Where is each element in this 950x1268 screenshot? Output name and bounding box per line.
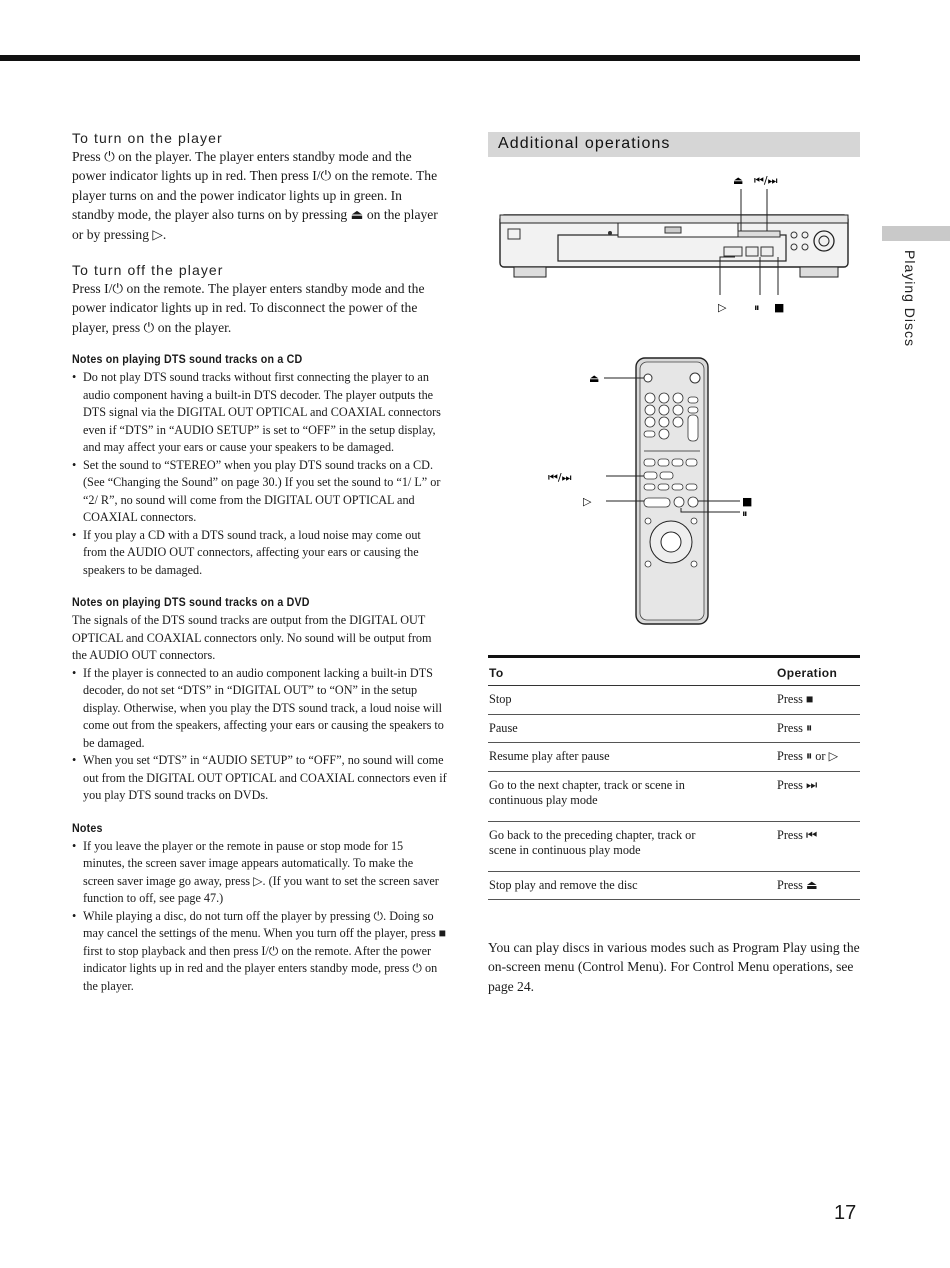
turn-off-heading: To turn off the player [72,262,224,279]
remote-play-label: ▷ [583,495,592,508]
play-label: ▷ [718,301,727,314]
list-item: • Set the sound to “STEREO” when you play DTS sound tracks on a CD. (See “Changing the Sound” on page 30.) If you set the sound to “1/ L” or “2/ R”, no sound will come from the DIGITAL OUT OPTICAL and COAXIAL connectors. [72,457,447,527]
table-cell: Press ⏭ [776,771,860,821]
notes-list [72,838,447,996]
table-cell: Pause [488,714,776,743]
list-item: • When you set “DTS” in “AUDIO SETUP” to “OFF”, no sound will come out from the DIGITAL OUT OPTICAL and COAXIAL connectors even if you play DTS sound tracks on DVDs. [72,752,447,805]
table-row [488,821,860,871]
table-header-row [488,657,860,686]
remote-pause-label: ⏸ [742,507,748,520]
column-header-operation: Operation [776,657,860,686]
section-title: Additional operations [498,135,671,152]
remote-stop-label: ■ [742,495,753,508]
cd-notes-list [72,369,447,579]
remote-eject-label: ⏏ [589,372,600,385]
table-cell: Stop play and remove the disc [488,871,776,900]
table-cell: Go to the next chapter, track or scene in continuous play mode [488,771,776,821]
top-rule [0,55,860,61]
dvd-notes-heading: Notes on playing DTS sound tracks on a DVD [72,596,310,610]
table-cell: Resume play after pause [488,743,776,772]
notes-heading: Notes [72,821,103,835]
list-item: • Do not play DTS sound tracks without first connecting the player to an audio component having a built-in DTS decoder. The player outputs the DTS signal via the DIGITAL OUT OPTICAL and COAXIAL connectors even if “DTS” in “AUDIO SETUP” is set to “OFF” in the setup display, and may affect your ears or cause your speakers to be damaged. [72,369,447,457]
list-item: • While playing a disc, do not turn off the player by pressing ⏻. Doing so may cancel the settings of the menu. When you turn off the player, press ■ first to stop playback and then press I/⏻ on the remote. After the power indicator lights up in red and the player enters standby mode, press ⏻ on the player. [72,908,447,996]
player-remote-illustration [488,165,860,630]
table-row [488,714,860,743]
table-cell: Press ■ [776,686,860,715]
column-header-to: To [488,657,776,686]
skip-label: ⏮/⏭ [754,174,778,187]
remote-drawing [636,358,708,624]
turn-on-heading: To turn on the player [72,130,223,146]
table-cell: Press ⏸ [776,714,860,743]
section-heading-band [488,132,860,157]
closing-paragraph: You can play discs in various modes such as Program Play using the on-screen menu (Control Menu). For Control Menu operations, see page 24. [488,940,860,994]
list-item: • If the player is connected to an audio component lacking a built-in DTS decoder, do not set “DTS” in “DIGITAL OUT” to “ON” in the setup display. Otherwise, when you play the DTS sound track, a loud noise will come out from the speakers, affecting your ears or causing the speakers to be damaged. [72,665,447,753]
turn-on-text: Press ⏻ on the player. The player enters standby mode and the power indicator lights up in red. Then press I/⏻ on the remote. The player turns on and the power indicator lights up in green. In standby mode, the player also turns on by pressing ⏏ on the player or by pressing ▷. [72,149,438,242]
table-cell: Stop [488,686,776,715]
side-tab [882,226,950,241]
table-row [488,743,860,772]
dvd-notes-list [72,665,447,805]
stop-label: ■ [774,301,785,314]
table-cell: Go back to the preceding chapter, track or scene in continuous play mode [488,821,776,871]
table-row [488,871,860,900]
left-column [72,130,447,995]
remote-skip-label: ⏮/⏭ [548,471,572,484]
turn-off-text: Press I/⏻ on the remote. The player enters standby mode and the power indicator lights up in red. To disconnect the power of the player, press ⏻ on the player. [72,281,425,335]
dvd-player-drawing [500,215,848,277]
pause-label: ⏸ [754,301,760,314]
cd-notes-heading: Notes on playing DTS sound tracks on a CD [72,353,303,367]
list-item: • If you leave the player or the remote in pause or stop mode for 15 minutes, the screen saver image appears automatically. To make the screen saver image go away, press ▷. (If you want to set the screen saver function to off, see page 47.) [72,838,447,908]
table-cell: Press ⏏ [776,871,860,900]
table-cell: Press ⏸ or ▷ [776,743,860,772]
side-tab-label: Playing Discs [902,250,918,348]
table-row [488,686,860,715]
dvd-notes-intro: The signals of the DTS sound tracks are output from the DIGITAL OUT OPTICAL and COAXIAL connectors only. No sound will be output from the AUDIO OUT connectors. [72,613,432,663]
table-cell: Press ⏮ [776,821,860,871]
list-item: • If you play a CD with a DTS sound track, a loud noise may come out from the AUDIO OUT connectors, affecting your ears or causing the speakers to be damaged. [72,527,447,580]
table-row [488,771,860,821]
page-number: 17 [834,1202,857,1224]
eject-label: ⏏ [733,174,744,187]
operations-table [488,655,860,900]
